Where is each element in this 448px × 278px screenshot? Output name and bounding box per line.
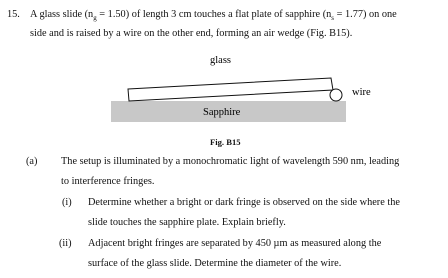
- figure-caption: Fig. B15: [210, 137, 241, 147]
- question-intro-line1: A glass slide $(n_g = 1.50)$ of length 3 cm touches a flat plate of sapphire $(n_s = 1.77)$ on one: [30, 9, 397, 23]
- part-a-line2: to interference fringes.: [61, 176, 155, 187]
- part-a-ii-label: (ii): [59, 238, 72, 249]
- part-a-ii-line1: Adjacent bright fringes are separated by 450 µm as measured along the: [88, 238, 382, 249]
- question-number: 15.: [7, 9, 20, 20]
- glass-label: glass: [210, 55, 231, 66]
- wire-label: wire: [352, 87, 371, 98]
- part-a-line1: The setup is illuminated by a monochromatic light of wavelength 590 nm, leading: [61, 156, 400, 167]
- wire-circle: [330, 89, 342, 101]
- part-a-i-line2: slide touches the sapphire plate. Explain briefly.: [88, 217, 286, 228]
- part-a-i-label: (i): [62, 197, 72, 208]
- part-a-ii-line2: surface of the glass slide. Determine the diameter of the wire.: [88, 258, 342, 269]
- question-intro-line2: side and is raised by a wire on the other end, forming an air wedge (Fig. B15).: [30, 28, 353, 39]
- part-a-label: (a): [26, 156, 38, 167]
- glass-slide: [128, 78, 333, 101]
- sapphire-label: Sapphire: [203, 107, 241, 118]
- part-a-i-line1: Determine whether a bright or dark fringe is observed on the side where the: [88, 197, 400, 208]
